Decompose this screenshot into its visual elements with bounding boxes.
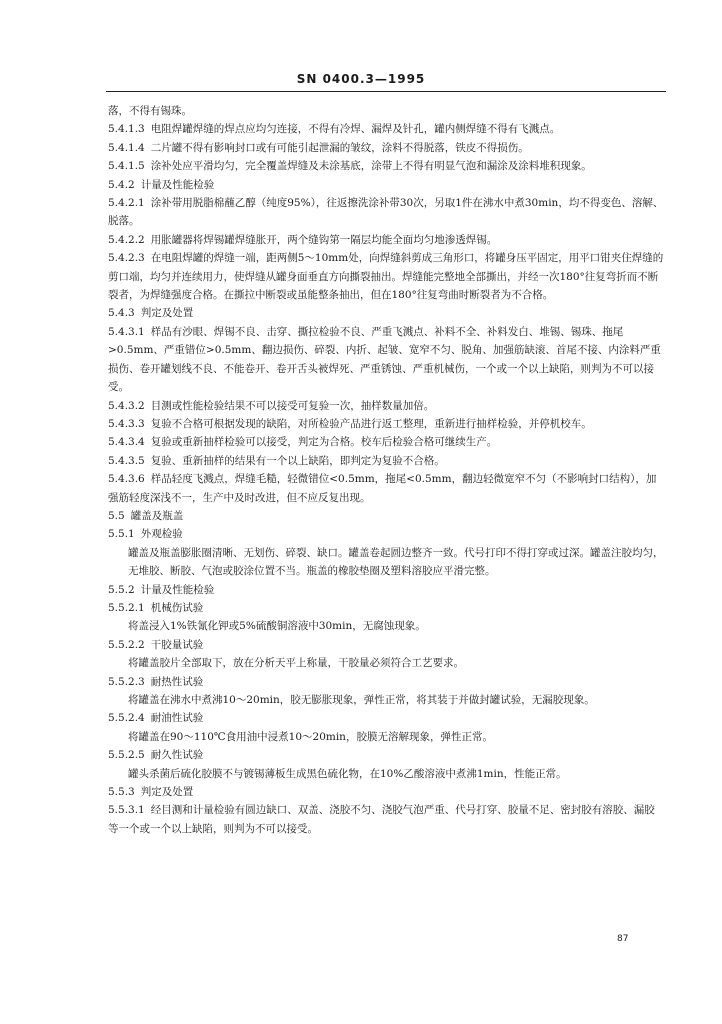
clause-text: 样品有沙眼、焊锡不良、击穿、撕拉检验不良、严重飞溅点、补料不全、补料发白、堆锡、锡珠、拖尾>0.5mm、严重错位>0.5mm、翻边损伤、碎裂、内折、起皱、宽窄不匀、脱角、加强筋缺滚、首尾不接、内涂料严重损伤、卷开罐划线不良、不能卷开、卷开舌头被焊死、严重锈蚀、严重机械伤，一个或一个以上缺陷，则判为不可以接受。 — [108, 325, 661, 394]
clause-number: 5.5.2.4 — [108, 712, 145, 725]
paragraph — [108, 544, 664, 581]
paragraph — [108, 728, 664, 746]
clause-number: 5.4.3 — [108, 307, 135, 320]
paragraph — [108, 194, 664, 231]
clause-number: 5.4.1.3 — [108, 123, 145, 136]
clause-number: 5.4.2.3 — [108, 252, 145, 265]
paragraph — [108, 599, 664, 617]
clause-number: 5.4.1.5 — [108, 160, 145, 173]
paragraph — [108, 102, 664, 120]
paragraph — [108, 709, 664, 727]
clause-number: 5.4.3.5 — [108, 454, 145, 467]
clause-number: 5.5.3.1 — [108, 804, 145, 817]
paragraph — [108, 157, 664, 175]
paragraph — [108, 120, 664, 138]
clause-text: 目测或性能检验结果不可以接受可复验一次，抽样数量加倍。 — [150, 399, 435, 412]
clause-text: 经目测和计量检验有圆边缺口、双盖、浇胶不匀、浇胶气泡严重、代号打穿、胶量不足、密封胶有溶胶、漏胶等一个或一个以上缺陷，则判为不可以接受。 — [108, 804, 655, 835]
clause-text: 机械伤试验 — [150, 601, 204, 614]
paragraph — [108, 470, 664, 507]
paragraph — [108, 231, 664, 249]
paragraph — [108, 581, 664, 599]
clause-number: 5.5.2.3 — [108, 675, 145, 688]
clause-number: 5.4.1.4 — [108, 141, 145, 154]
clause-text: 将盖浸入1%铁氰化钾或5%硫酸铜溶液中30min，无腐蚀现象。 — [128, 620, 426, 633]
paragraph — [108, 525, 664, 543]
clause-text: 涂补处应平滑均匀，完全覆盖焊缝及未涂基底，涂带上不得有明显气泡和漏涂及涂料堆积现象。 — [150, 160, 592, 173]
paragraph — [108, 452, 664, 470]
paragraph — [108, 323, 664, 397]
paragraph — [108, 783, 664, 801]
paragraph — [108, 636, 664, 654]
paragraph — [108, 249, 664, 304]
document-body — [108, 102, 664, 838]
paragraph — [108, 397, 664, 415]
clause-number: 5.5.2.1 — [108, 601, 145, 614]
clause-text: 复验不合格可根据发现的缺陷，对所检验产品进行返工整理，重新进行抽样检验，并停机校车。 — [150, 417, 592, 430]
clause-text: 样品轻度飞溅点，焊缝毛糙，轻微错位<0.5mm，拖尾<0.5mm，翻边轻微宽窄不匀（不影响封口结构），加强筋轻度深浅不一，生产中及时改进，但不应反复出现。 — [108, 473, 657, 504]
clause-text: 罐头杀菌后硫化胶膜不与镀锡薄板生成黑色硫化物，在10%乙酸溶液中煮沸1min，性能正常。 — [128, 767, 567, 780]
clause-number: 5.4.3.1 — [108, 325, 145, 338]
clause-number: 5.5.2.2 — [108, 638, 145, 651]
clause-text: 判定及处置 — [140, 307, 194, 320]
clause-text: 耐久性试验 — [150, 749, 204, 762]
clause-number: 5.4.3.6 — [108, 473, 145, 486]
clause-text: 罐盖及瓶盖 — [130, 509, 184, 522]
clause-text: 用胀罐器将焊锡罐焊缝胀开，两个缝钩第一隔层均能全面均匀地渗透焊锡。 — [150, 233, 498, 246]
paragraph — [108, 176, 664, 194]
paragraph — [108, 415, 664, 433]
clause-number: 5.4.2.2 — [108, 233, 145, 246]
clause-number: 5.4.3.3 — [108, 417, 145, 430]
paragraph — [108, 617, 664, 635]
page-header: SN 0400.3—1995 — [296, 72, 426, 86]
page-number: 87 — [617, 934, 629, 944]
clause-number: 5.4.3.2 — [108, 399, 145, 412]
clause-text: 计量及性能检验 — [140, 178, 215, 191]
clause-text: 涂补带用脱脂棉蘸乙醇（纯度95%），往返擦洗涂补带30次，另取1件在沸水中煮30min，均不得变色、溶解、脱落。 — [108, 197, 664, 228]
clause-text: 电阻焊罐焊缝的焊点应均匀连接，不得有冷焊、漏焊及针孔，罐内侧焊缝不得有飞溅点。 — [150, 123, 561, 136]
paragraph — [108, 673, 664, 691]
clause-number: 5.5.1 — [108, 528, 135, 541]
clause-text: 罐盖及瓶盖膨胀圈清晰、无划伤、碎裂、缺口。罐盖卷起圆边整齐一致。代号打印不得打穿或过深。罐盖注胶均匀，无堆胶、断胶、气泡或胶涂位置不当。瓶盖的橡胶垫圈及塑料溶胶应平滑完整。 — [128, 546, 664, 578]
paragraph — [108, 765, 664, 783]
clause-text: 将罐盖在90～110℃食用油中浸煮10～20min，胶膜无溶解现象，弹性正常。 — [128, 730, 493, 743]
paragraph — [108, 801, 664, 838]
paragraph — [108, 691, 664, 709]
paragraph — [108, 304, 664, 322]
clause-text: 将罐盖胶片全部取下，放在分析天平上称量，干胶量必须符合工艺要求。 — [128, 657, 464, 670]
paragraph — [108, 433, 664, 451]
paragraph — [108, 139, 664, 157]
clause-text: 复验、重新抽样的结果有一个以上缺陷，即判定为复验不合格。 — [150, 454, 445, 467]
clause-number: 5.4.3.4 — [108, 436, 145, 449]
clause-number: 5.5.2.5 — [108, 749, 145, 762]
paragraph — [108, 507, 664, 525]
clause-number: 5.5.3 — [108, 786, 135, 799]
clause-number: 5.5 — [108, 509, 125, 522]
clause-text: 外观检验 — [140, 528, 183, 541]
clause-text: 干胶量试验 — [150, 638, 204, 651]
clause-text: 落，不得有锡珠。 — [108, 105, 192, 117]
clause-text: 复验或重新抽样检验可以接受，判定为合格。校车后检验合格可继续生产。 — [150, 436, 498, 449]
paragraph — [108, 654, 664, 672]
clause-number: 5.5.2 — [108, 583, 135, 596]
header-rule — [106, 91, 666, 92]
clause-number: 5.4.2.1 — [108, 197, 145, 210]
clause-number: 5.4.2 — [108, 178, 135, 191]
paragraph — [108, 746, 664, 764]
clause-text: 二片罐不得有影响封口或有可能引起泄漏的皱纹，涂料不得脱落，铁皮不得损伤。 — [150, 141, 529, 154]
clause-text: 将罐盖在沸水中煮沸10～20min，胶无膨胀现象，弹性正常，将其装于并做封罐试验，无漏胶现象。 — [128, 694, 595, 706]
clause-text: 计量及性能检验 — [140, 583, 215, 596]
clause-text: 耐油性试验 — [150, 712, 204, 725]
clause-text: 在电阻焊罐的焊缝一端，距两侧5～10mm处，向焊缝斜剪成三角形口，将罐身压平固定，用平口钳夹住焊缝的剪口端，均匀并连续用力，使焊缝从罐身面垂直方向撕裂抽出。焊缝能完整地全部撕出，并经一次180°往复弯折而不断裂者，为焊缝强度合格。在撕拉中断裂或虽能整条抽出，但在180°往复弯曲时断裂者为不合格。 — [108, 252, 664, 302]
clause-text: 判定及处置 — [140, 786, 194, 799]
clause-text: 耐热性试验 — [150, 675, 204, 688]
